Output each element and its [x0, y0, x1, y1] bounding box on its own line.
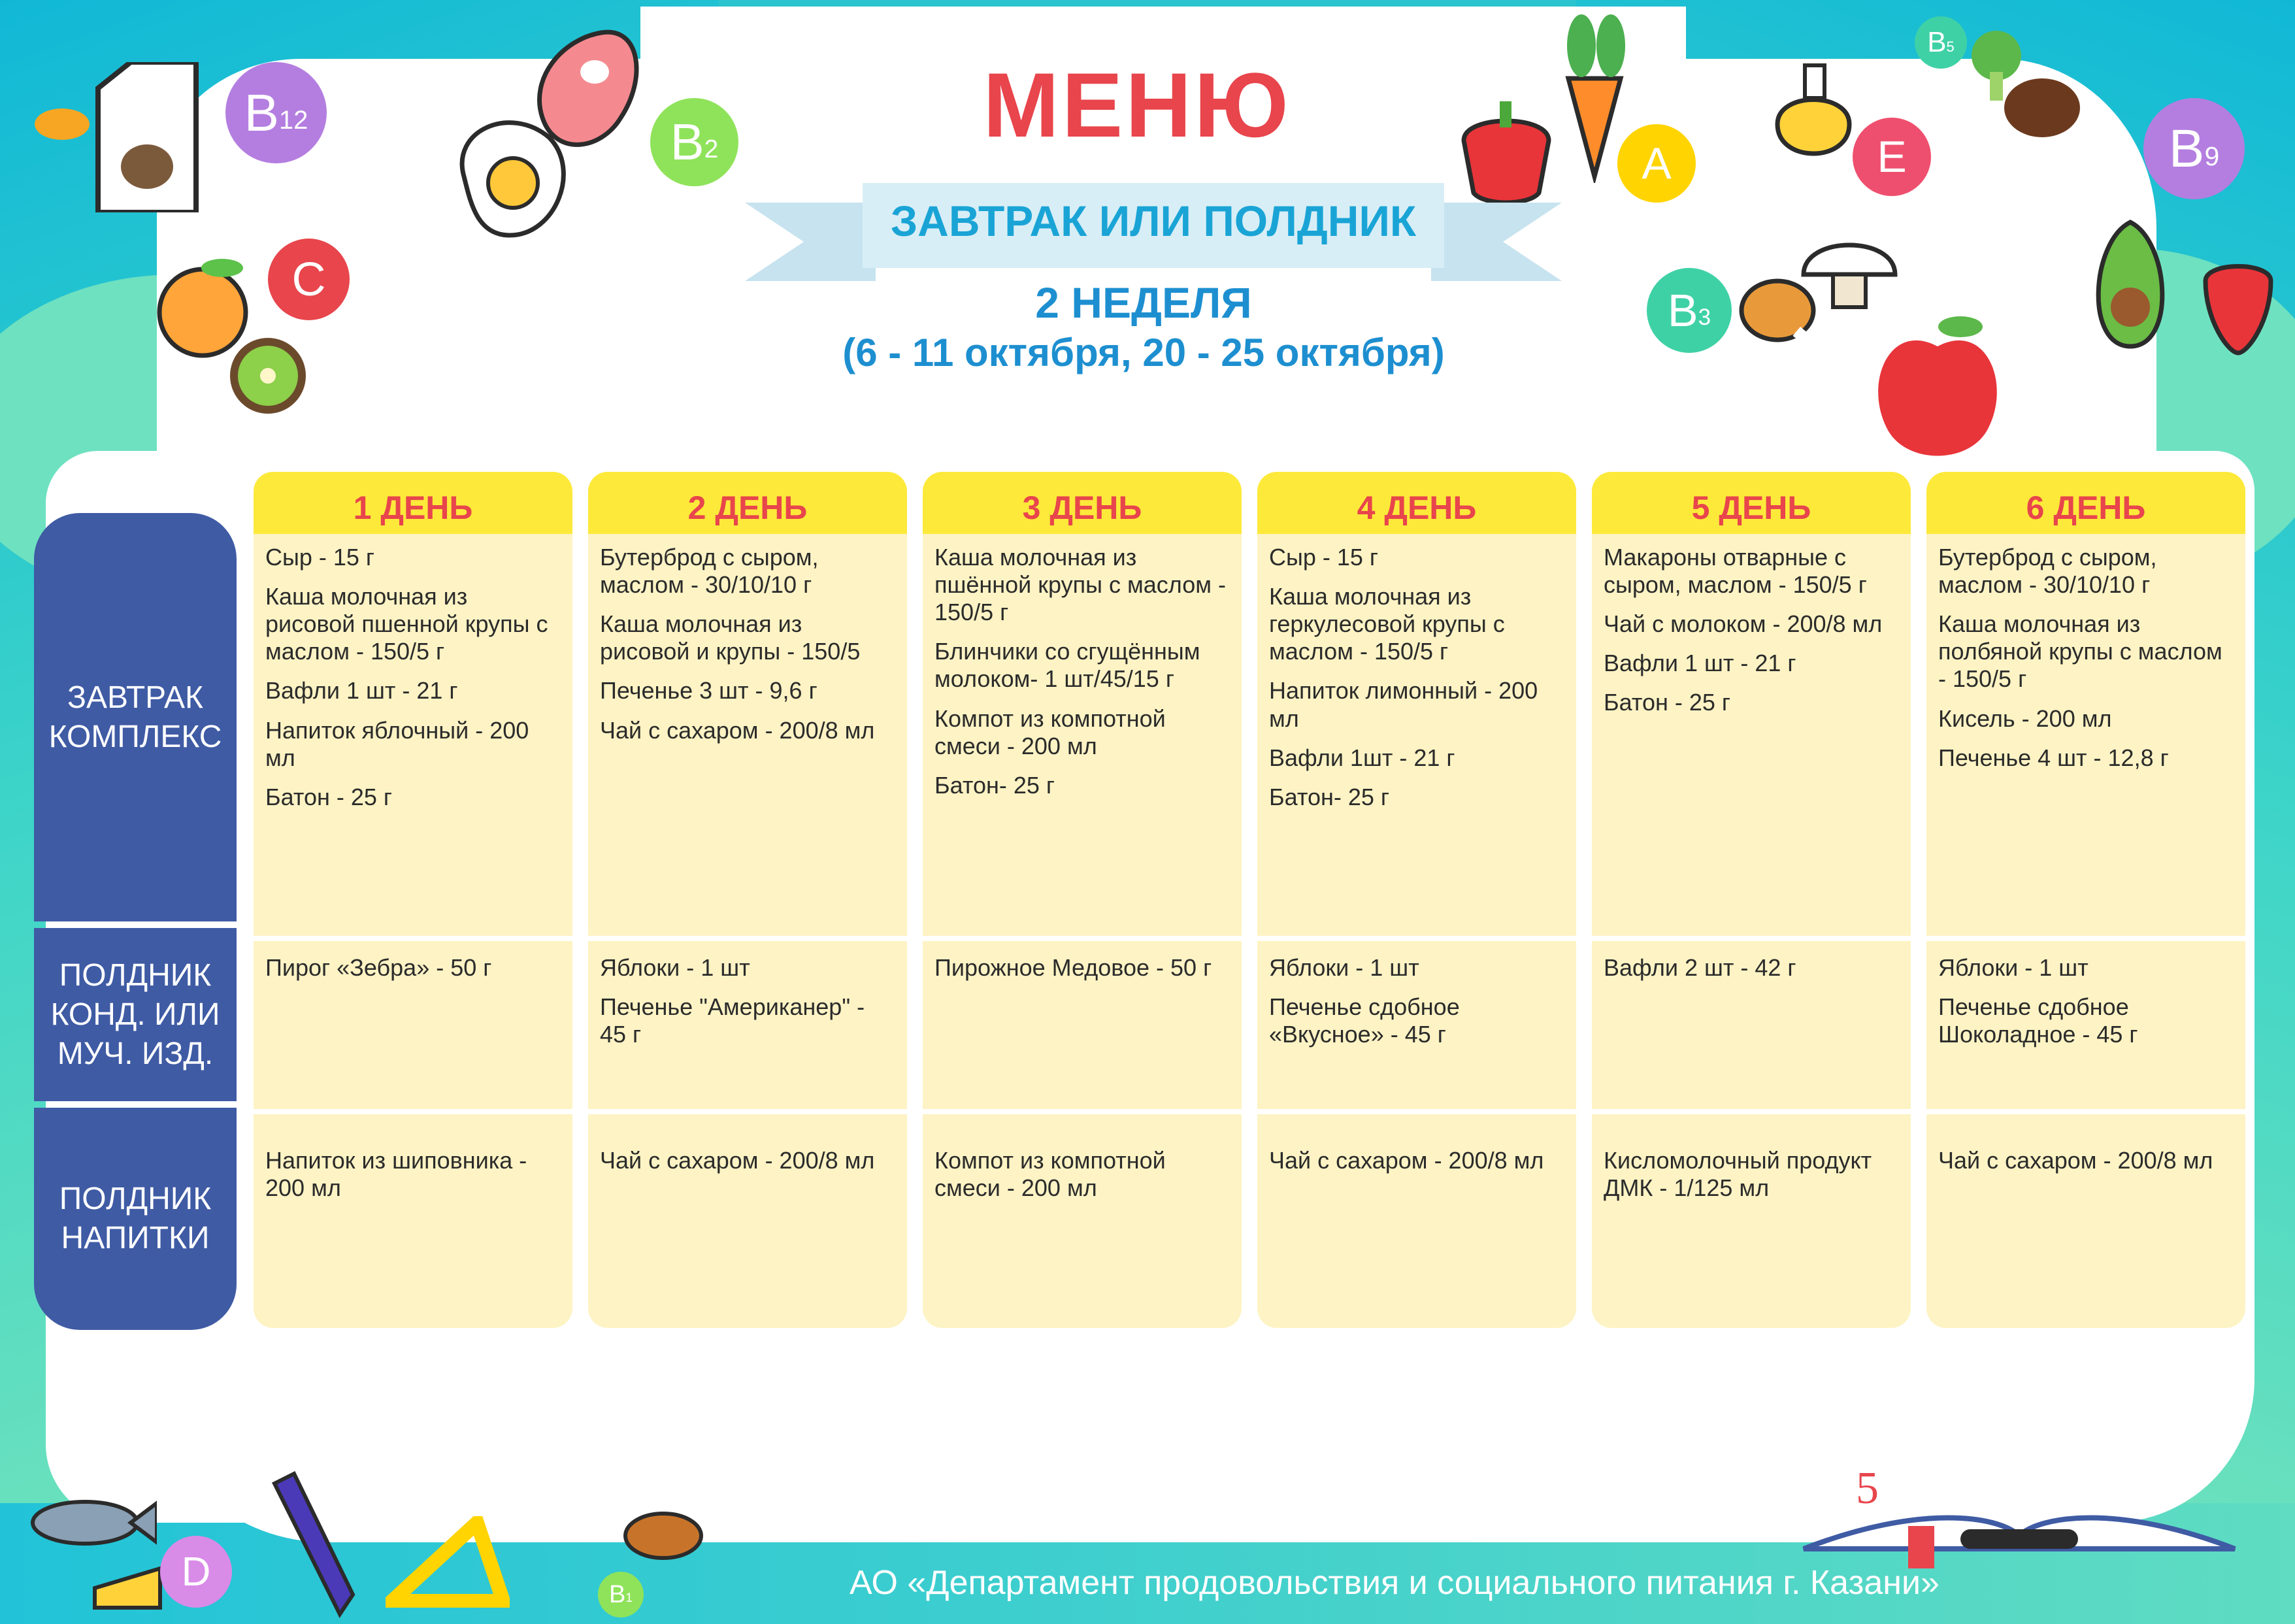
day-column: [1257, 472, 1576, 1328]
menu-item: Яблоки - 1 шт: [1938, 954, 2089, 981]
vitamin-sub: 9: [2204, 141, 2220, 172]
vitamin-sub: 12: [278, 106, 308, 135]
row-label-drinks: ПОЛДНИК НАПИТКИ: [34, 1108, 237, 1330]
vitamin-letter: D: [181, 1549, 211, 1595]
snack-cell: [588, 936, 907, 1109]
vitamin-sub: 3: [1698, 304, 1711, 330]
fish-icon: [26, 1490, 157, 1555]
day-column: [923, 472, 1242, 1328]
menu-item: Вафли 2 шт - 42 г: [1604, 954, 1796, 981]
drink-cell: [923, 1109, 1242, 1328]
breakfast-cell: [923, 544, 1242, 929]
subtitle-ribbon: [745, 176, 1562, 274]
snack-cell: [1592, 936, 1911, 1109]
open-book-icon: [1791, 1464, 2248, 1568]
menu-item: Напиток яблочный - 200 мл: [265, 716, 529, 771]
menu-item: Печенье "Американер" - 45 г: [600, 993, 865, 1048]
vitamin-b9-circle: [2143, 98, 2245, 199]
menu-item: Компот из компотной смеси - 200 мл: [934, 1147, 1166, 1202]
avocado-icon: [2078, 216, 2183, 353]
pencil-icon: [261, 1470, 366, 1621]
drink-cell: [1257, 1109, 1576, 1328]
day-header: 2 ДЕНЬ: [588, 472, 907, 534]
menu-item: Батон - 25 г: [265, 783, 393, 810]
breakfast-cell: [1257, 544, 1576, 929]
menu-item: Напиток лимонный - 200 мл: [1269, 677, 1538, 732]
menu-item: Каша молочная из полбяной крупы с маслом - 150/5 г: [1938, 610, 2222, 693]
menu-item: Чай с молоком - 200/8 мл: [1604, 610, 1883, 638]
meat-icon: [523, 20, 647, 170]
strawberry-icon: [2196, 255, 2281, 359]
menu-item: Печенье 3 шт - 9,6 г: [600, 677, 817, 704]
menu-item: Вафли 1 шт - 21 г: [265, 677, 458, 704]
vitamin-letter: E: [1877, 132, 1907, 182]
menu-item: Яблоки - 1 шт: [600, 954, 750, 981]
row-label-breakfast: ЗАВТРАК КОМПЛЕКС: [34, 513, 237, 921]
menu-item: Компот из компотной смеси - 200 мл: [934, 704, 1166, 759]
bread-icon: [33, 105, 91, 144]
menu-item: Сыр - 15 г: [1269, 544, 1379, 571]
menu-item: Пирожное Медовое - 50 г: [934, 954, 1212, 981]
vitamin-b2-circle: [650, 98, 738, 186]
vitamin-letter: B: [1927, 26, 1947, 58]
menu-item: Печенье сдобное «Вкусное» - 45 г: [1269, 993, 1460, 1048]
apple-icon: [1862, 307, 2013, 464]
menu-item: Батон - 25 г: [1604, 689, 1731, 716]
chicken-leg-icon: [1738, 274, 1836, 366]
vitamin-letter: B: [244, 83, 279, 142]
vitamin-letter: B: [670, 113, 704, 171]
vitamin-sub: 5: [1946, 38, 1955, 55]
row-label-snack: ПОЛДНИК КОНД. ИЛИ МУЧ. ИЗД.: [34, 928, 237, 1101]
vitamin-b5-circle: [1915, 16, 1967, 69]
vitamin-sub: 1: [625, 1591, 633, 1605]
menu-item: Напиток из шиповника - 200 мл: [265, 1147, 527, 1202]
page-title: МЕНЮ: [983, 54, 1291, 156]
vitamin-c-circle: [268, 239, 350, 320]
date-range: (6 - 11 октября, 20 - 25 октября): [842, 331, 1445, 374]
page-subtitle: ЗАВТРАК ИЛИ ПОЛДНИК: [890, 197, 1417, 245]
day-column: [254, 472, 572, 1328]
menu-item: Вафли 1шт - 21 г: [1269, 744, 1455, 771]
vitamin-letter: B: [1667, 285, 1698, 336]
menu-item: Чай с сахаром - 200/8 мл: [600, 1147, 875, 1174]
menu-item: Каша молочная из геркулесовой крупы с маслом - 150/5 г: [1269, 583, 1505, 665]
snack-cell: [1926, 936, 2245, 1109]
vitamin-letter: A: [1642, 139, 1672, 188]
breakfast-cell: [1592, 544, 1911, 929]
drink-cell: [588, 1109, 907, 1328]
menu-item: Кисломолочный продукт ДМК - 1/125 мл: [1604, 1147, 1872, 1202]
day-header: 3 ДЕНЬ: [923, 472, 1242, 534]
footer-organization: АО «Департамент продовольствия и социального питания г. Казани»: [850, 1564, 1940, 1602]
menu-item: Чай с сахаром - 200/8 мл: [1938, 1147, 2213, 1174]
day-column: [588, 472, 907, 1328]
menu-item: Батон- 25 г: [934, 771, 1055, 799]
breakfast-cell: [254, 544, 572, 929]
vitamin-e-circle: [1853, 118, 1931, 196]
kiwi-icon: [225, 333, 310, 418]
vitamin-d-circle: [160, 1536, 232, 1608]
day-column: [1926, 472, 2245, 1328]
menu-item: Батон- 25 г: [1269, 783, 1390, 810]
ruler-triangle-icon: [386, 1516, 510, 1608]
menu-item: Кисель - 200 мл: [1938, 704, 2112, 732]
menu-item: Бутерброд с сыром, маслом - 30/10/10 г: [600, 544, 819, 599]
day-header: 1 ДЕНЬ: [254, 472, 572, 534]
menu-item: Блинчики со сгущённым молоком- 1 шт/45/15 г: [934, 638, 1200, 693]
cheese-icon: [88, 1549, 167, 1614]
vitamin-b1-circle: [598, 1572, 644, 1617]
vitamin-sub: 2: [704, 135, 719, 164]
vitamin-a-circle: [1617, 124, 1696, 203]
ribbon-tail-left: [745, 203, 876, 281]
menu-item: Чай с сахаром - 200/8 мл: [600, 716, 875, 744]
drink-cell: [1592, 1109, 1911, 1328]
menu-item: Бутерброд с сыром, маслом - 30/10/10 г: [1938, 544, 2157, 599]
bread-icon: [621, 1503, 706, 1568]
breakfast-cell: [588, 544, 907, 929]
svg-text:5: 5: [1856, 1464, 1879, 1514]
menu-item: Печенье сдобное Шоколадное - 45 г: [1938, 993, 2138, 1048]
vitamin-b12-circle: [225, 62, 327, 163]
vitamin-letter: C: [291, 253, 326, 306]
snack-cell: [923, 936, 1242, 1109]
meat-icon: [2000, 72, 2085, 144]
menu-item: Каша молочная из пшённой крупы с маслом - 150/5 г: [934, 544, 1226, 626]
drink-cell: [1926, 1109, 2245, 1328]
menu-item: Каша молочная из рисовой и крупы - 150/5: [600, 610, 861, 665]
menu-item: Каша молочная из рисовой пшенной крупы с маслом - 150/5 г: [265, 583, 548, 665]
snack-cell: [1257, 936, 1576, 1109]
vitamin-letter: B: [609, 1580, 626, 1608]
snack-cell: [254, 936, 572, 1109]
day-header: 5 ДЕНЬ: [1592, 472, 1911, 534]
menu-item: Сыр - 15 г: [265, 544, 375, 571]
vitamin-letter: B: [2168, 118, 2205, 178]
oil-bottle-icon: [1764, 59, 1862, 170]
ribbon-tail-right: [1431, 203, 1562, 281]
vitamin-b3-circle: [1647, 268, 1732, 353]
menu-item: Вафли 1 шт - 21 г: [1604, 650, 1796, 677]
week-label: 2 НЕДЕЛЯ: [1035, 278, 1252, 327]
day-header: 4 ДЕНЬ: [1257, 472, 1576, 534]
day-column: [1592, 472, 1911, 1328]
menu-item: Печенье 4 шт - 12,8 г: [1938, 744, 2169, 771]
menu-item: Чай с сахаром - 200/8 мл: [1269, 1147, 1544, 1174]
menu-item: Яблоки - 1 шт: [1269, 954, 1419, 981]
breakfast-cell: [1926, 544, 2245, 929]
drink-cell: [254, 1109, 572, 1328]
milk-carton-icon: [91, 62, 203, 212]
menu-item: Макароны отварные с сыром, маслом - 150/5 г: [1604, 544, 1867, 599]
day-header: 6 ДЕНЬ: [1926, 472, 2245, 534]
menu-item: Пирог «Зебра» - 50 г: [265, 954, 492, 981]
